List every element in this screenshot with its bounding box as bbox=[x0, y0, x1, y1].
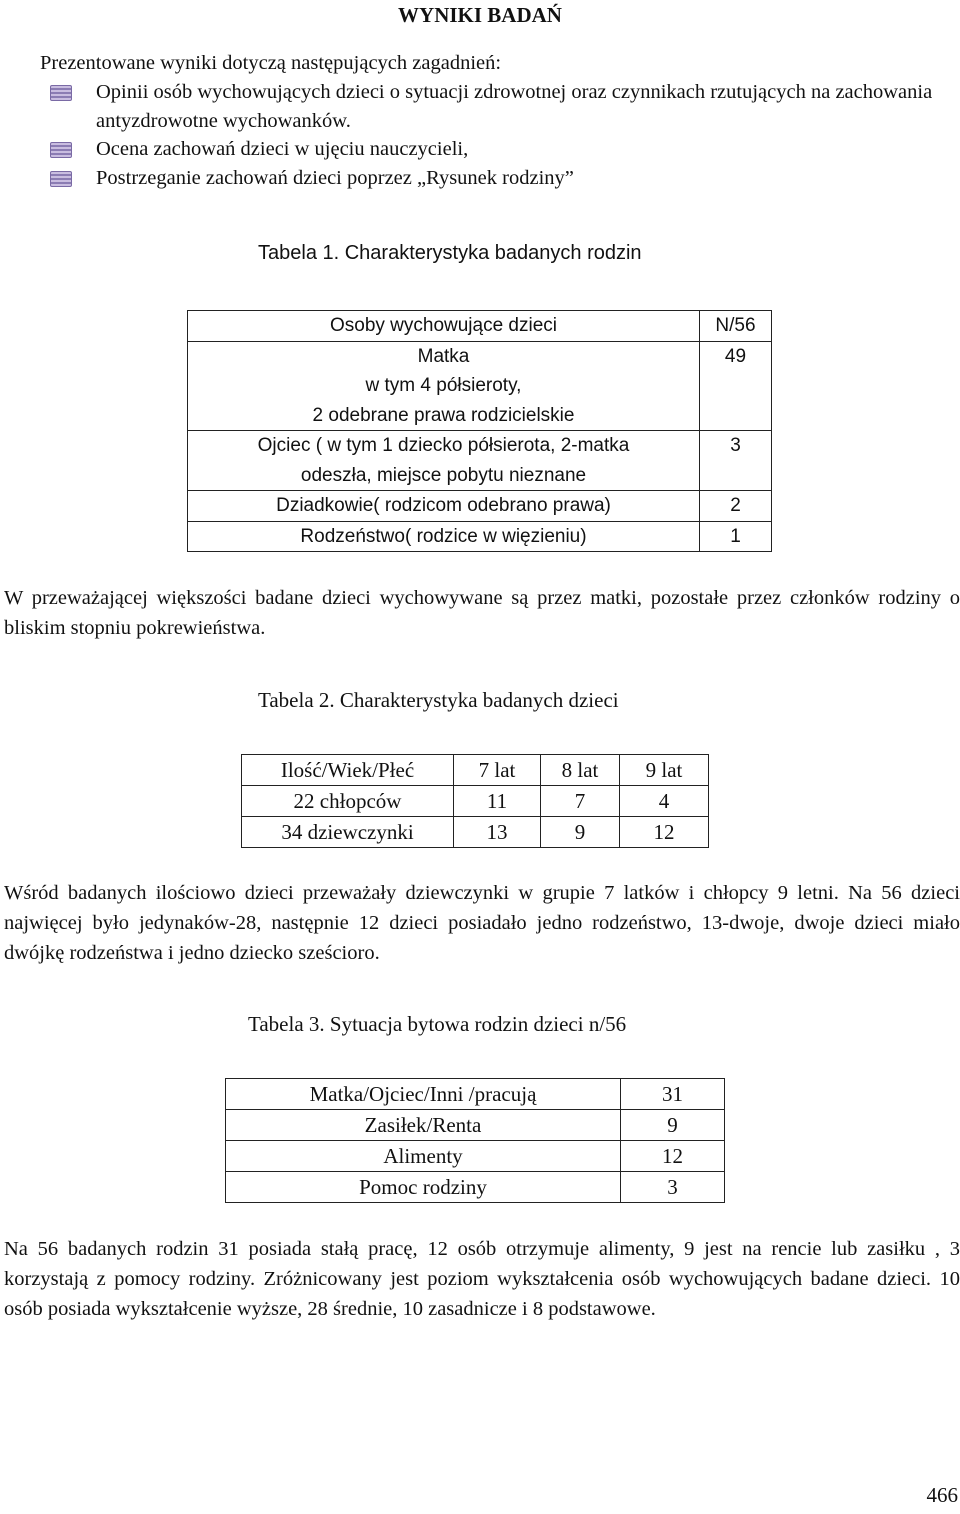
table-cell: 3 bbox=[621, 1172, 725, 1203]
table-header-row bbox=[242, 755, 709, 786]
table-cell: 1 bbox=[700, 521, 772, 552]
bullet-icon bbox=[50, 85, 72, 101]
list-item-text: Opinii osób wychowujących dzieci o sytuacji zdrowotnej oraz czynnikach rzutujących na zachowania antyzdrowotne wychowanków. bbox=[96, 81, 933, 132]
table-cell: 9 bbox=[621, 1110, 725, 1141]
table-header-row bbox=[188, 311, 772, 342]
table-cell: 22 chłopców bbox=[242, 786, 454, 817]
table2 bbox=[241, 754, 709, 848]
table-row bbox=[242, 786, 709, 817]
cell-line: w tym 4 półsieroty, bbox=[365, 375, 522, 396]
intro-text: Prezentowane wyniki dotyczą następujących zagadnień: bbox=[40, 52, 502, 74]
table-cell bbox=[188, 431, 700, 491]
table-cell: 2 bbox=[700, 491, 772, 522]
list-item bbox=[40, 78, 955, 135]
table-row bbox=[226, 1079, 725, 1110]
topics-list bbox=[40, 78, 955, 192]
table-header-cell: 9 lat bbox=[620, 755, 709, 786]
table-cell: Matka/Ojciec/Inni /pracują bbox=[226, 1079, 621, 1110]
table-row bbox=[242, 817, 709, 848]
table-cell bbox=[188, 521, 700, 552]
table-header-cell: 8 lat bbox=[541, 755, 620, 786]
table-cell bbox=[188, 491, 700, 522]
table1-caption: Tabela 1. Charakterystyka badanych rodzin bbox=[258, 242, 642, 264]
table-cell: 7 bbox=[541, 786, 620, 817]
list-item-text: Ocena zachowań dzieci w ujęciu nauczycieli, bbox=[96, 138, 469, 160]
cell-line: Rodzeństwo( rodzice w więzieniu) bbox=[300, 525, 587, 547]
table-cell: 12 bbox=[620, 817, 709, 848]
cell-line: Dziadkowie( rodzicom odebrano prawa) bbox=[276, 495, 611, 516]
table-row bbox=[226, 1110, 725, 1141]
table-row bbox=[188, 521, 772, 552]
table-header-cell: Ilość/Wiek/Płeć bbox=[242, 755, 454, 786]
cell-line: Matka bbox=[417, 345, 470, 367]
paragraph: Wśród badanych ilościowo dzieci przeważały dziewczynki w grupie 7 latków i chłopcy 9 letni. Na 56 dzieci najwięcej było jedynaków-28, następnie 12 dzieci posiadało jedno rodzeństwo, 13-dwoje, dwoje dzieci miało dwójkę rodzeństwa i jedno dziecko sześcioro. bbox=[4, 882, 960, 964]
list-item bbox=[40, 135, 955, 164]
table-cell: Alimenty bbox=[226, 1141, 621, 1172]
table-row bbox=[188, 431, 772, 491]
table-header-cell: N/56 bbox=[700, 311, 772, 342]
paragraph: W przeważającej większości badane dzieci wychowywane są przez matki, pozostałe przez członków rodziny o bliskim stopniu pokrewieństwa. bbox=[4, 587, 960, 639]
table-header-cell: 7 lat bbox=[454, 755, 541, 786]
table-cell: 12 bbox=[621, 1141, 725, 1172]
bullet-icon bbox=[50, 142, 72, 158]
table-cell: 9 bbox=[541, 817, 620, 848]
table-cell bbox=[188, 341, 700, 431]
table3 bbox=[225, 1078, 725, 1203]
table-row bbox=[226, 1141, 725, 1172]
table-cell: 4 bbox=[620, 786, 709, 817]
bullet-icon bbox=[50, 171, 72, 187]
cell-line: Ojciec ( w tym 1 dziecko półsierota, 2-matka bbox=[257, 435, 630, 456]
table-cell: Pomoc rodziny bbox=[226, 1172, 621, 1203]
cell-line: odeszła, miejsce pobytu nieznane bbox=[300, 464, 587, 486]
list-item-text: Postrzeganie zachowań dzieci poprzez „Rysunek rodziny” bbox=[96, 166, 574, 189]
table-cell: 49 bbox=[700, 341, 772, 431]
table-row bbox=[226, 1172, 725, 1203]
table-cell: 13 bbox=[454, 817, 541, 848]
table-cell: 34 dziewczynki bbox=[242, 817, 454, 848]
table2-caption: Tabela 2. Charakterystyka badanych dzieci bbox=[258, 688, 619, 712]
table-row bbox=[188, 341, 772, 431]
cell-line: 2 odebrane prawa rodzicielskie bbox=[312, 404, 575, 426]
table-cell: 31 bbox=[621, 1079, 725, 1110]
page-title: WYNIKI BADAŃ bbox=[398, 3, 562, 27]
list-item bbox=[40, 164, 955, 193]
table1 bbox=[187, 310, 772, 552]
paragraph: Na 56 badanych rodzin 31 posiada stałą pracę, 12 osób otrzymuje alimenty, 9 jest na rencie lub zasiłku , 3 korzystają z pomocy rodziny. Zróżnicowany jest poziom wykształcenia osób wychowujących badane dzieci. 10 osób posiada wykształcenie wyższe, 28 średnie, 10 zasadnicze i 8 podstawowe. bbox=[4, 1238, 960, 1320]
table-cell: 3 bbox=[700, 431, 772, 491]
table-cell: Zasiłek/Renta bbox=[226, 1110, 621, 1141]
table-cell: 11 bbox=[454, 786, 541, 817]
page-number: 466 bbox=[926, 1483, 958, 1507]
table3-caption: Tabela 3. Sytuacja bytowa rodzin dzieci n/56 bbox=[248, 1012, 627, 1036]
table-row bbox=[188, 491, 772, 522]
table-header-cell: Osoby wychowujące dzieci bbox=[188, 311, 700, 342]
